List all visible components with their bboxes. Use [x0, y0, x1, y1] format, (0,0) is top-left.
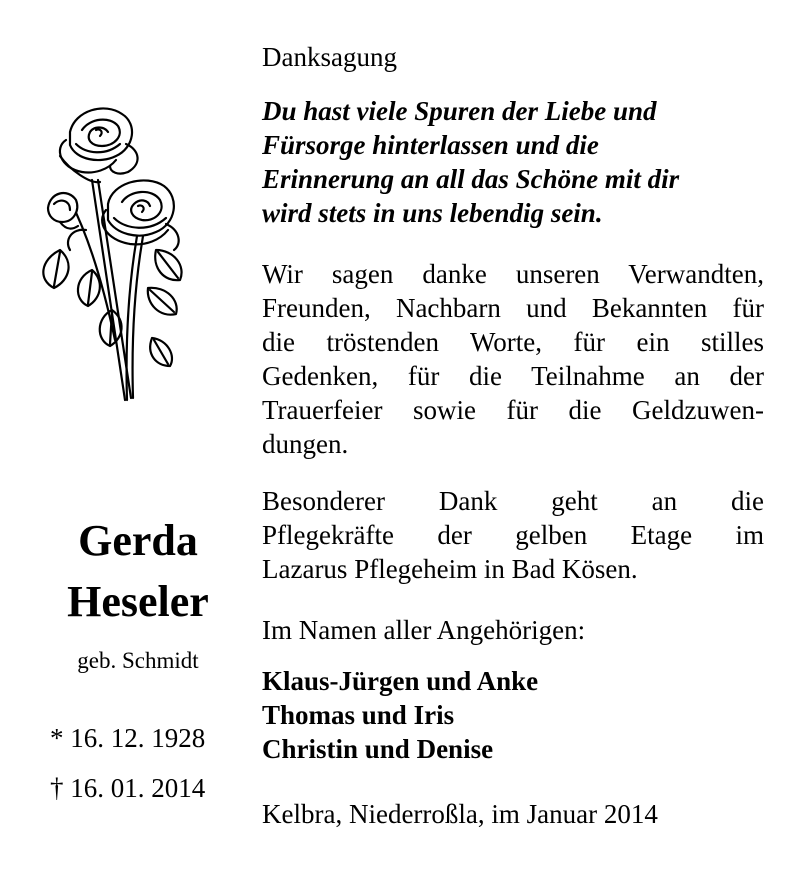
thanks-line: die tröstenden Worte, für ein stilles — [262, 327, 764, 357]
death-date: † 16. 01. 2014 — [50, 773, 206, 803]
thanks-paragraph — [262, 257, 764, 461]
signer-name: Thomas und Iris — [262, 700, 455, 730]
verse-line: Erinnerung an all das Schöne mit dir — [262, 164, 680, 194]
signer-name: Klaus-Jürgen und Anke — [262, 666, 539, 696]
memorial-verse — [262, 94, 764, 230]
place-and-date: Kelbra, Niederroßla, im Januar 2014 — [262, 799, 658, 829]
thanks-line: Gedenken, für die Teilnahme an der — [262, 361, 764, 391]
deceased-birth-name: geb. Schmidt — [77, 648, 199, 673]
signers-list — [262, 664, 764, 766]
notice-heading: Danksagung — [262, 42, 397, 72]
signer-name: Christin und Denise — [262, 734, 494, 764]
thanks-line: dungen. — [262, 429, 349, 459]
special-thanks-paragraph — [262, 484, 764, 586]
on-behalf-intro: Im Namen aller Angehörigen: — [262, 615, 586, 645]
verse-line: wird stets in uns lebendig sein. — [262, 198, 603, 228]
birth-date: * 16. 12. 1928 — [50, 723, 206, 753]
rose-illustration-icon — [30, 100, 195, 410]
deceased-last-name: Heseler — [67, 577, 209, 626]
verse-line: Du hast viele Spuren der Liebe und — [262, 96, 657, 126]
special-thanks-line: Lazarus Pflegeheim in Bad Kösen. — [262, 554, 638, 584]
special-thanks-line: Pflegekräfte der gelben Etage im — [262, 520, 764, 550]
verse-line: Fürsorge hinterlassen und die — [262, 130, 599, 160]
thanks-line: Trauerfeier sowie für die Geldzuwen- — [262, 395, 764, 425]
thanks-line: Freunden, Nachbarn und Bekannten für — [262, 293, 764, 323]
thanks-line: Wir sagen danke unseren Verwandten, — [262, 259, 764, 289]
special-thanks-line: Besonderer Dank geht an die — [262, 486, 764, 516]
deceased-first-name: Gerda — [78, 516, 198, 565]
